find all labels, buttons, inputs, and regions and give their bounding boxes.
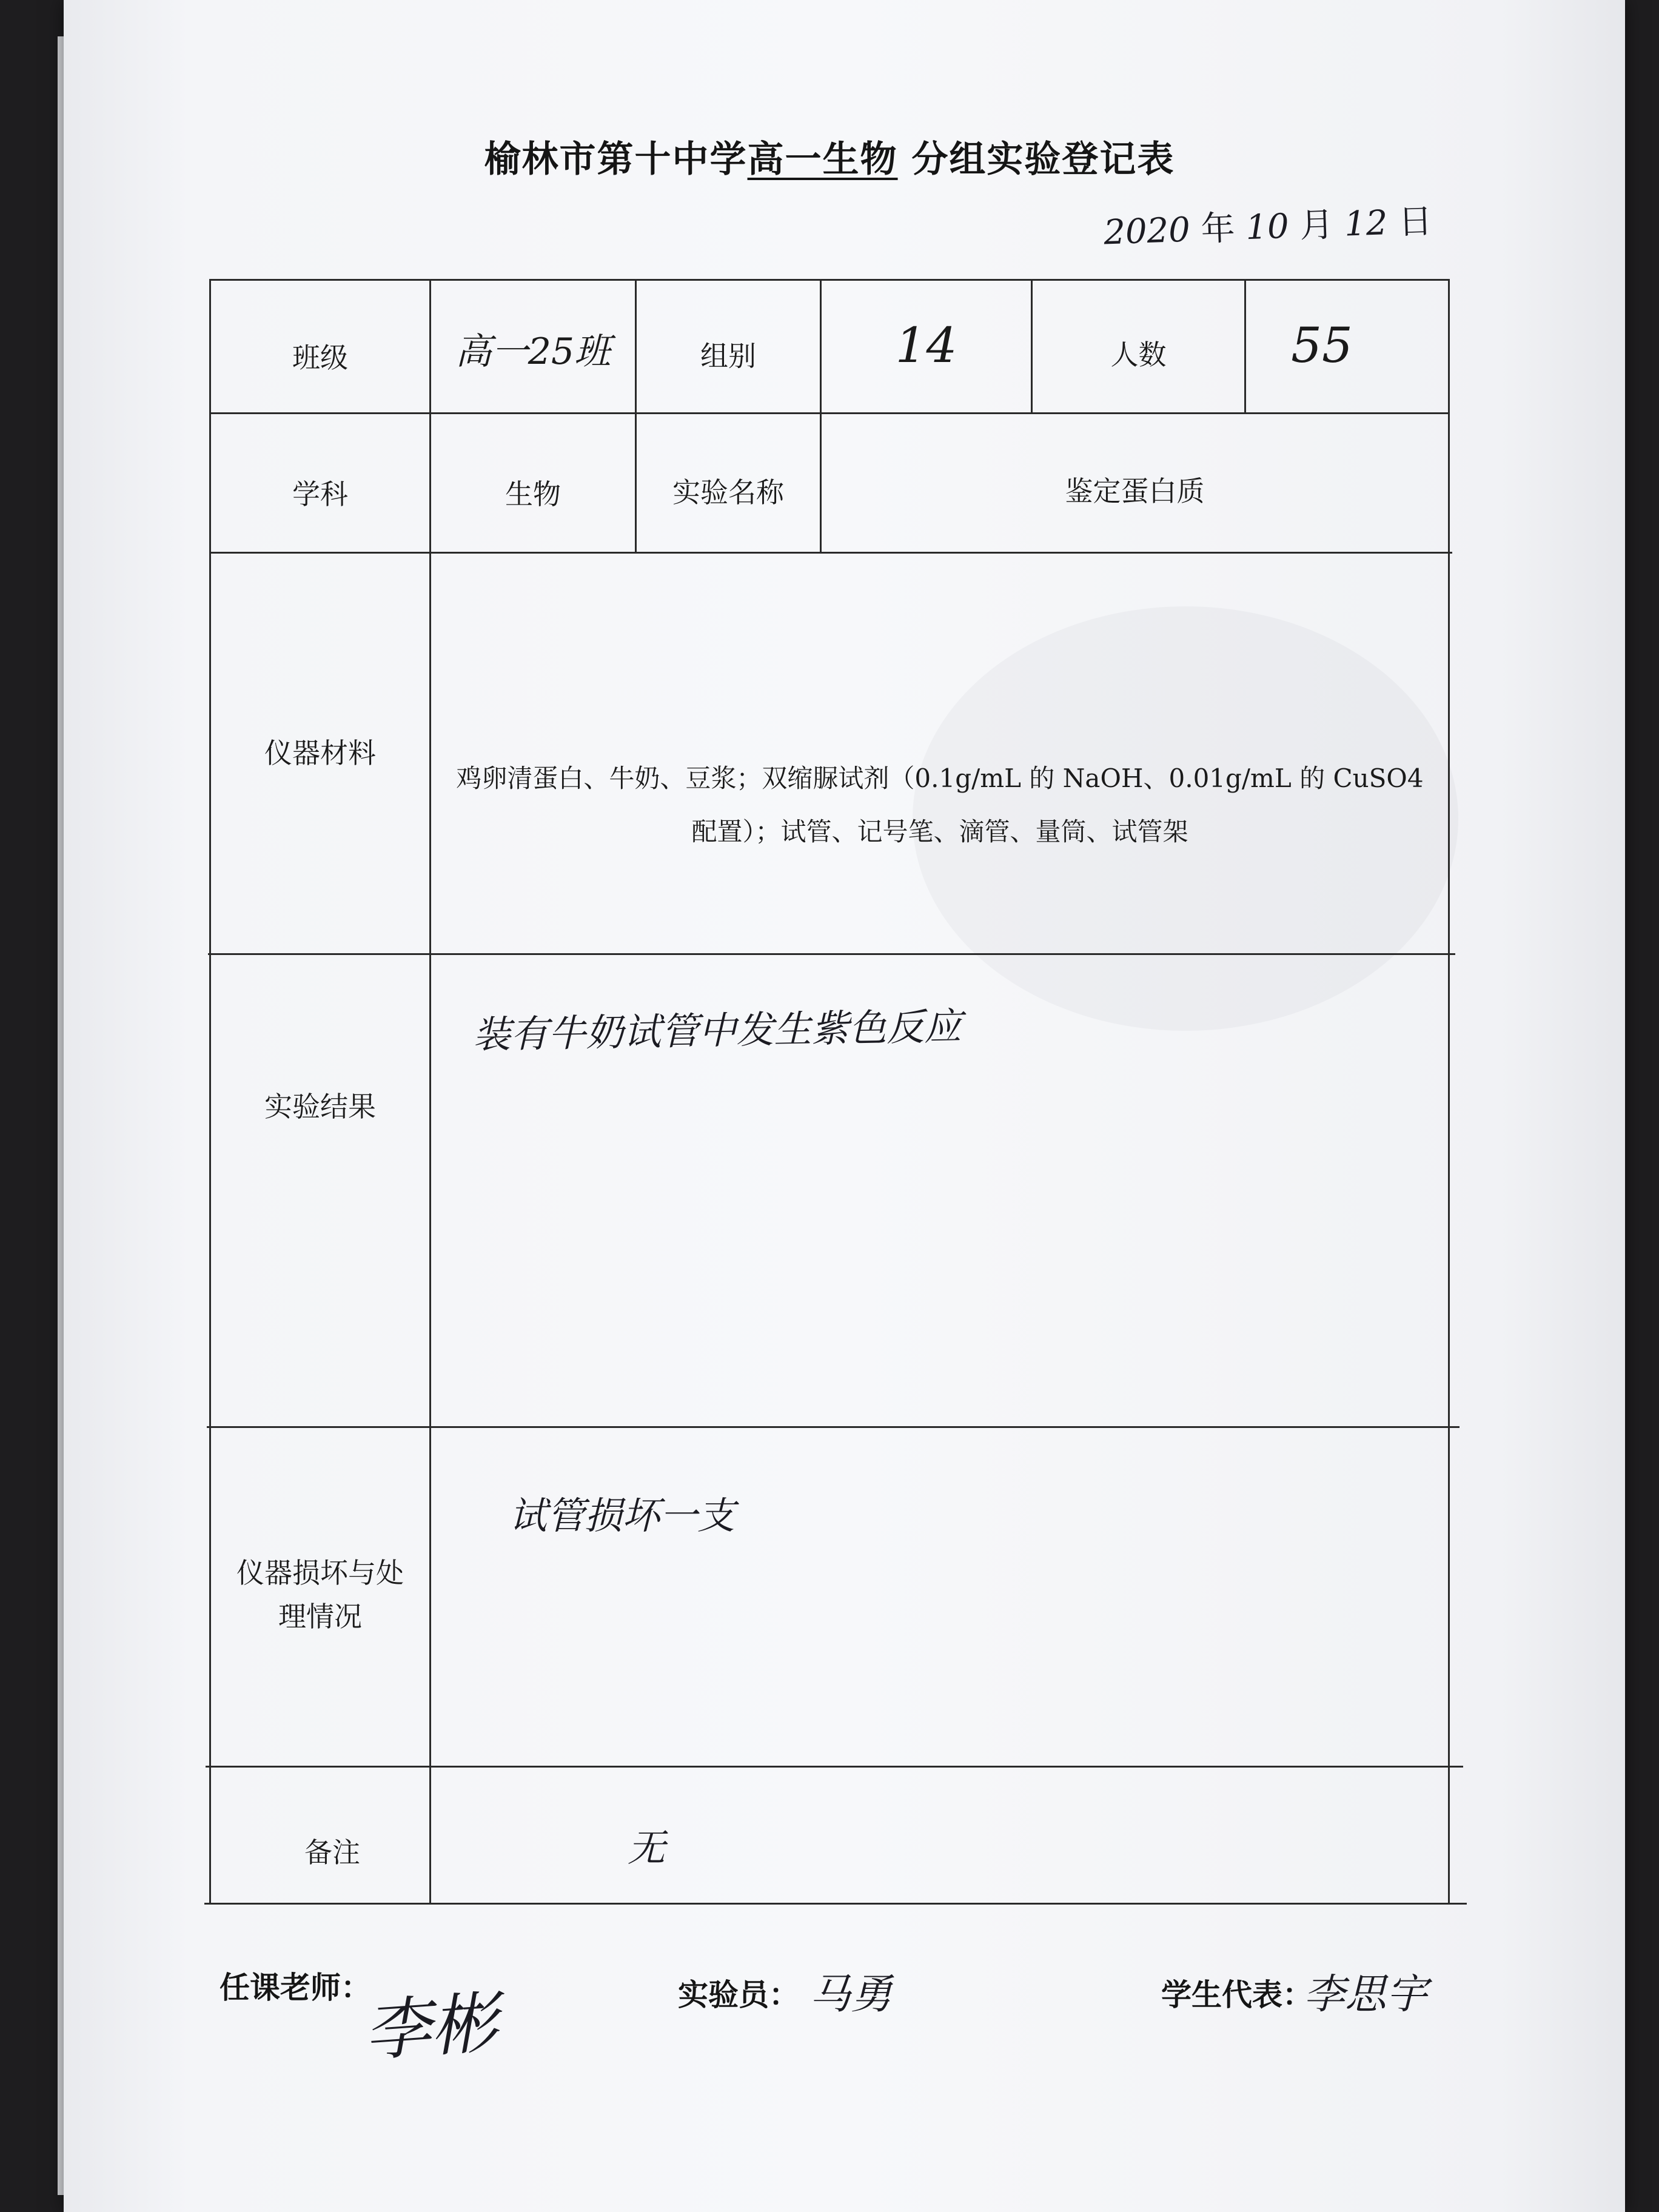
date-day: 12 (1343, 203, 1389, 244)
damage-label-line-2: 理情况 (278, 1600, 362, 1633)
table-line-row4 (207, 1426, 1460, 1428)
page-title (0, 130, 1659, 183)
date-day-label: 日 (1398, 201, 1433, 243)
subject-value: 生物 (505, 477, 561, 511)
title-subject: 高一生物 (747, 138, 898, 181)
materials-value (437, 752, 1443, 859)
damage-label-line-1: 仪器损坏与处 (236, 1557, 404, 1589)
assistant-label: 实验员： (678, 1977, 799, 2013)
result-label: 实验结果 (264, 1090, 376, 1123)
date-year: 2020 (1103, 210, 1191, 253)
table-line-right (1448, 279, 1450, 1904)
title-prefix: 榆林市第十中学 (484, 138, 748, 181)
count-label: 人数 (1110, 338, 1167, 371)
damage-label (211, 1534, 429, 1655)
class-value: 高一25班 (455, 330, 611, 373)
remarks-label: 备注 (304, 1835, 360, 1869)
group-value: 14 (895, 317, 957, 374)
date-month: 10 (1245, 206, 1290, 248)
count-value: 55 (1291, 317, 1353, 374)
damage-value: 试管损坏一支 (509, 1493, 736, 1538)
student-rep-signature: 李思宇 (1304, 1971, 1428, 2019)
materials-label: 仪器材料 (264, 737, 376, 769)
date-month-label: 月 (1299, 205, 1335, 246)
subject-label: 学科 (292, 477, 348, 511)
group-label: 组别 (700, 340, 756, 372)
student-rep-label: 学生代表： (1161, 1977, 1313, 2013)
table-line-top (209, 279, 1449, 281)
materials-line-1: 鸡卵清蛋白、牛奶、豆浆；双缩脲试剂（0.1g/mL 的 NaOH、0.01g/mL 的 CuSO4 (456, 763, 1424, 793)
experiment-name-label: 实验名称 (672, 476, 784, 509)
materials-line-2: 配置）；试管、记号笔、滴管、量筒、试管架 (691, 817, 1188, 846)
table-line-row1 (209, 412, 1449, 414)
teacher-label: 任课老师： (220, 1970, 371, 2005)
experiment-name-value: 鉴定蛋白质 (1065, 474, 1205, 508)
date-year-label: 年 (1200, 208, 1236, 249)
teacher-signature: 李彬 (361, 1983, 500, 2071)
assistant-signature: 马勇 (809, 1971, 893, 2019)
table-line-row5 (206, 1766, 1463, 1768)
class-label: 班级 (292, 341, 348, 374)
result-value: 装有牛奶试管中发生紫色反应 (472, 1004, 962, 1057)
remarks-value: 无 (628, 1826, 666, 1870)
title-suffix: 分组实验登记表 (897, 138, 1175, 181)
